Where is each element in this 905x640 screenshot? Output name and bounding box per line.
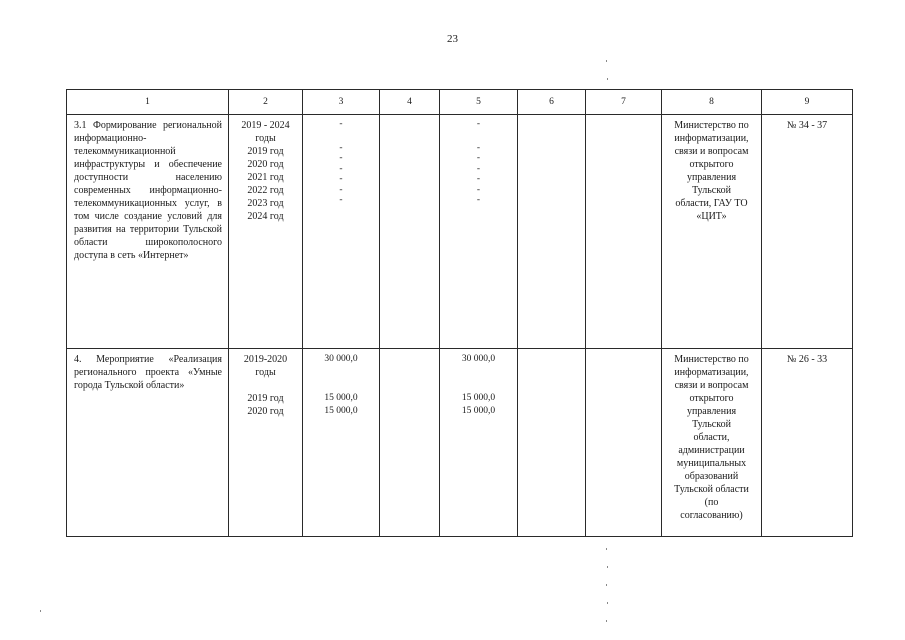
executor-line: (по (704, 497, 719, 508)
funding-value: - (476, 184, 481, 195)
executor-line: информатизации, (674, 133, 749, 144)
executor-line: образований (684, 471, 739, 482)
header-cell: 6 (518, 90, 586, 115)
executor-line: Тульской области (674, 484, 749, 495)
funding-value: - (476, 195, 481, 205)
funding-cell-col5 (440, 115, 518, 349)
funding-value: - (339, 142, 343, 153)
period-line: 2019 год (247, 146, 284, 157)
period-line: 2020 год (247, 159, 284, 170)
measure-description: 4. Мероприятие «Реализация регионального проекта «Умные города Тульской области» (67, 349, 229, 537)
period-line: 2019-2020 (243, 354, 288, 365)
funding-value: - (339, 163, 343, 174)
period-line: годы (255, 133, 276, 144)
executor-cell (662, 115, 762, 349)
table-row (67, 349, 853, 537)
executor-line: связи и вопросам (674, 146, 749, 157)
funding-value: - (476, 163, 481, 174)
executor-line: администрации (678, 445, 745, 456)
header-cell: 7 (586, 90, 662, 115)
header-cell: 5 (440, 90, 518, 115)
funding-value: 15 000,0 (461, 406, 496, 416)
executor-line: Тульской (692, 419, 731, 430)
table-row (67, 115, 853, 349)
funding-value: - (339, 195, 343, 205)
executor-line: открытого (689, 393, 734, 404)
executor-line: Тульской (692, 185, 731, 196)
measure-description: 3.1 Формирование региональной информационно-телекоммуникационной инфраструктуры и обеспечение доступности населению современных информационно-телекоммуникационных услуг, в том числе создание условий для развития на территории Тульской области широкополосного доступа в сеть «Интернет» (67, 115, 229, 349)
funding-value: 15 000,0 (324, 406, 358, 416)
executor-line: области, ГАУ ТО (675, 198, 748, 209)
funding-value: - (339, 153, 343, 163)
empty-cell-col6 (518, 115, 586, 349)
funding-value: - (476, 119, 481, 129)
period-cell (229, 349, 303, 537)
funding-value: - (476, 153, 481, 163)
funding-value: - (339, 184, 343, 195)
header-cell: 3 (303, 90, 380, 115)
header-cell: 1 (67, 90, 229, 115)
header-cell: 2 (229, 90, 303, 115)
funding-value: - (476, 142, 481, 153)
header-cell: 4 (380, 90, 440, 115)
period-line: 2022 год (247, 185, 284, 196)
executor-line: информатизации, (674, 367, 749, 378)
page-number: 23 (447, 33, 458, 45)
funding-value: - (339, 119, 343, 129)
funding-value: 15 000,0 (324, 393, 358, 403)
funding-cell-col3 (303, 349, 380, 537)
executor-line: «ЦИТ» (696, 211, 727, 222)
indicator-reference: № 34 - 37 (762, 115, 853, 349)
funding-value: 15 000,0 (461, 393, 496, 403)
period-line: 2024 год (247, 211, 284, 222)
executor-line: Министерство по (674, 354, 749, 365)
funding-value: 30 000,0 (461, 354, 496, 364)
empty-cell-col4 (380, 349, 440, 537)
period-line: 2019 - 2024 (241, 120, 290, 131)
period-line: 2020 год (247, 406, 284, 417)
executor-line: области, (693, 432, 730, 443)
header-row (67, 90, 853, 115)
header-cell: 8 (662, 90, 762, 115)
executor-line: муниципальных (676, 458, 747, 469)
empty-cell-col7 (586, 349, 662, 537)
indicator-reference: № 26 - 33 (762, 349, 853, 537)
period-line: 2021 год (247, 172, 284, 183)
funding-cell-col5 (440, 349, 518, 537)
executor-line: открытого (689, 159, 734, 170)
empty-cell-col6 (518, 349, 586, 537)
executor-line: Министерство по (674, 120, 749, 131)
empty-cell-col4 (380, 115, 440, 349)
executor-line: согласованию) (680, 510, 743, 521)
empty-cell-col7 (586, 115, 662, 349)
period-cell (229, 115, 303, 349)
funding-value: - (476, 174, 481, 184)
executor-line: управления (686, 172, 737, 183)
executor-line: связи и вопросам (674, 380, 749, 391)
funding-value: - (339, 174, 343, 184)
measures-table (66, 89, 853, 537)
period-line: 2023 год (247, 198, 284, 209)
funding-cell-col3 (303, 115, 380, 349)
executor-line: управления (686, 406, 737, 417)
funding-value: 30 000,0 (324, 354, 358, 364)
period-line: 2019 год (247, 393, 284, 404)
executor-cell (662, 349, 762, 537)
period-line: годы (255, 367, 276, 378)
header-cell: 9 (762, 90, 853, 115)
